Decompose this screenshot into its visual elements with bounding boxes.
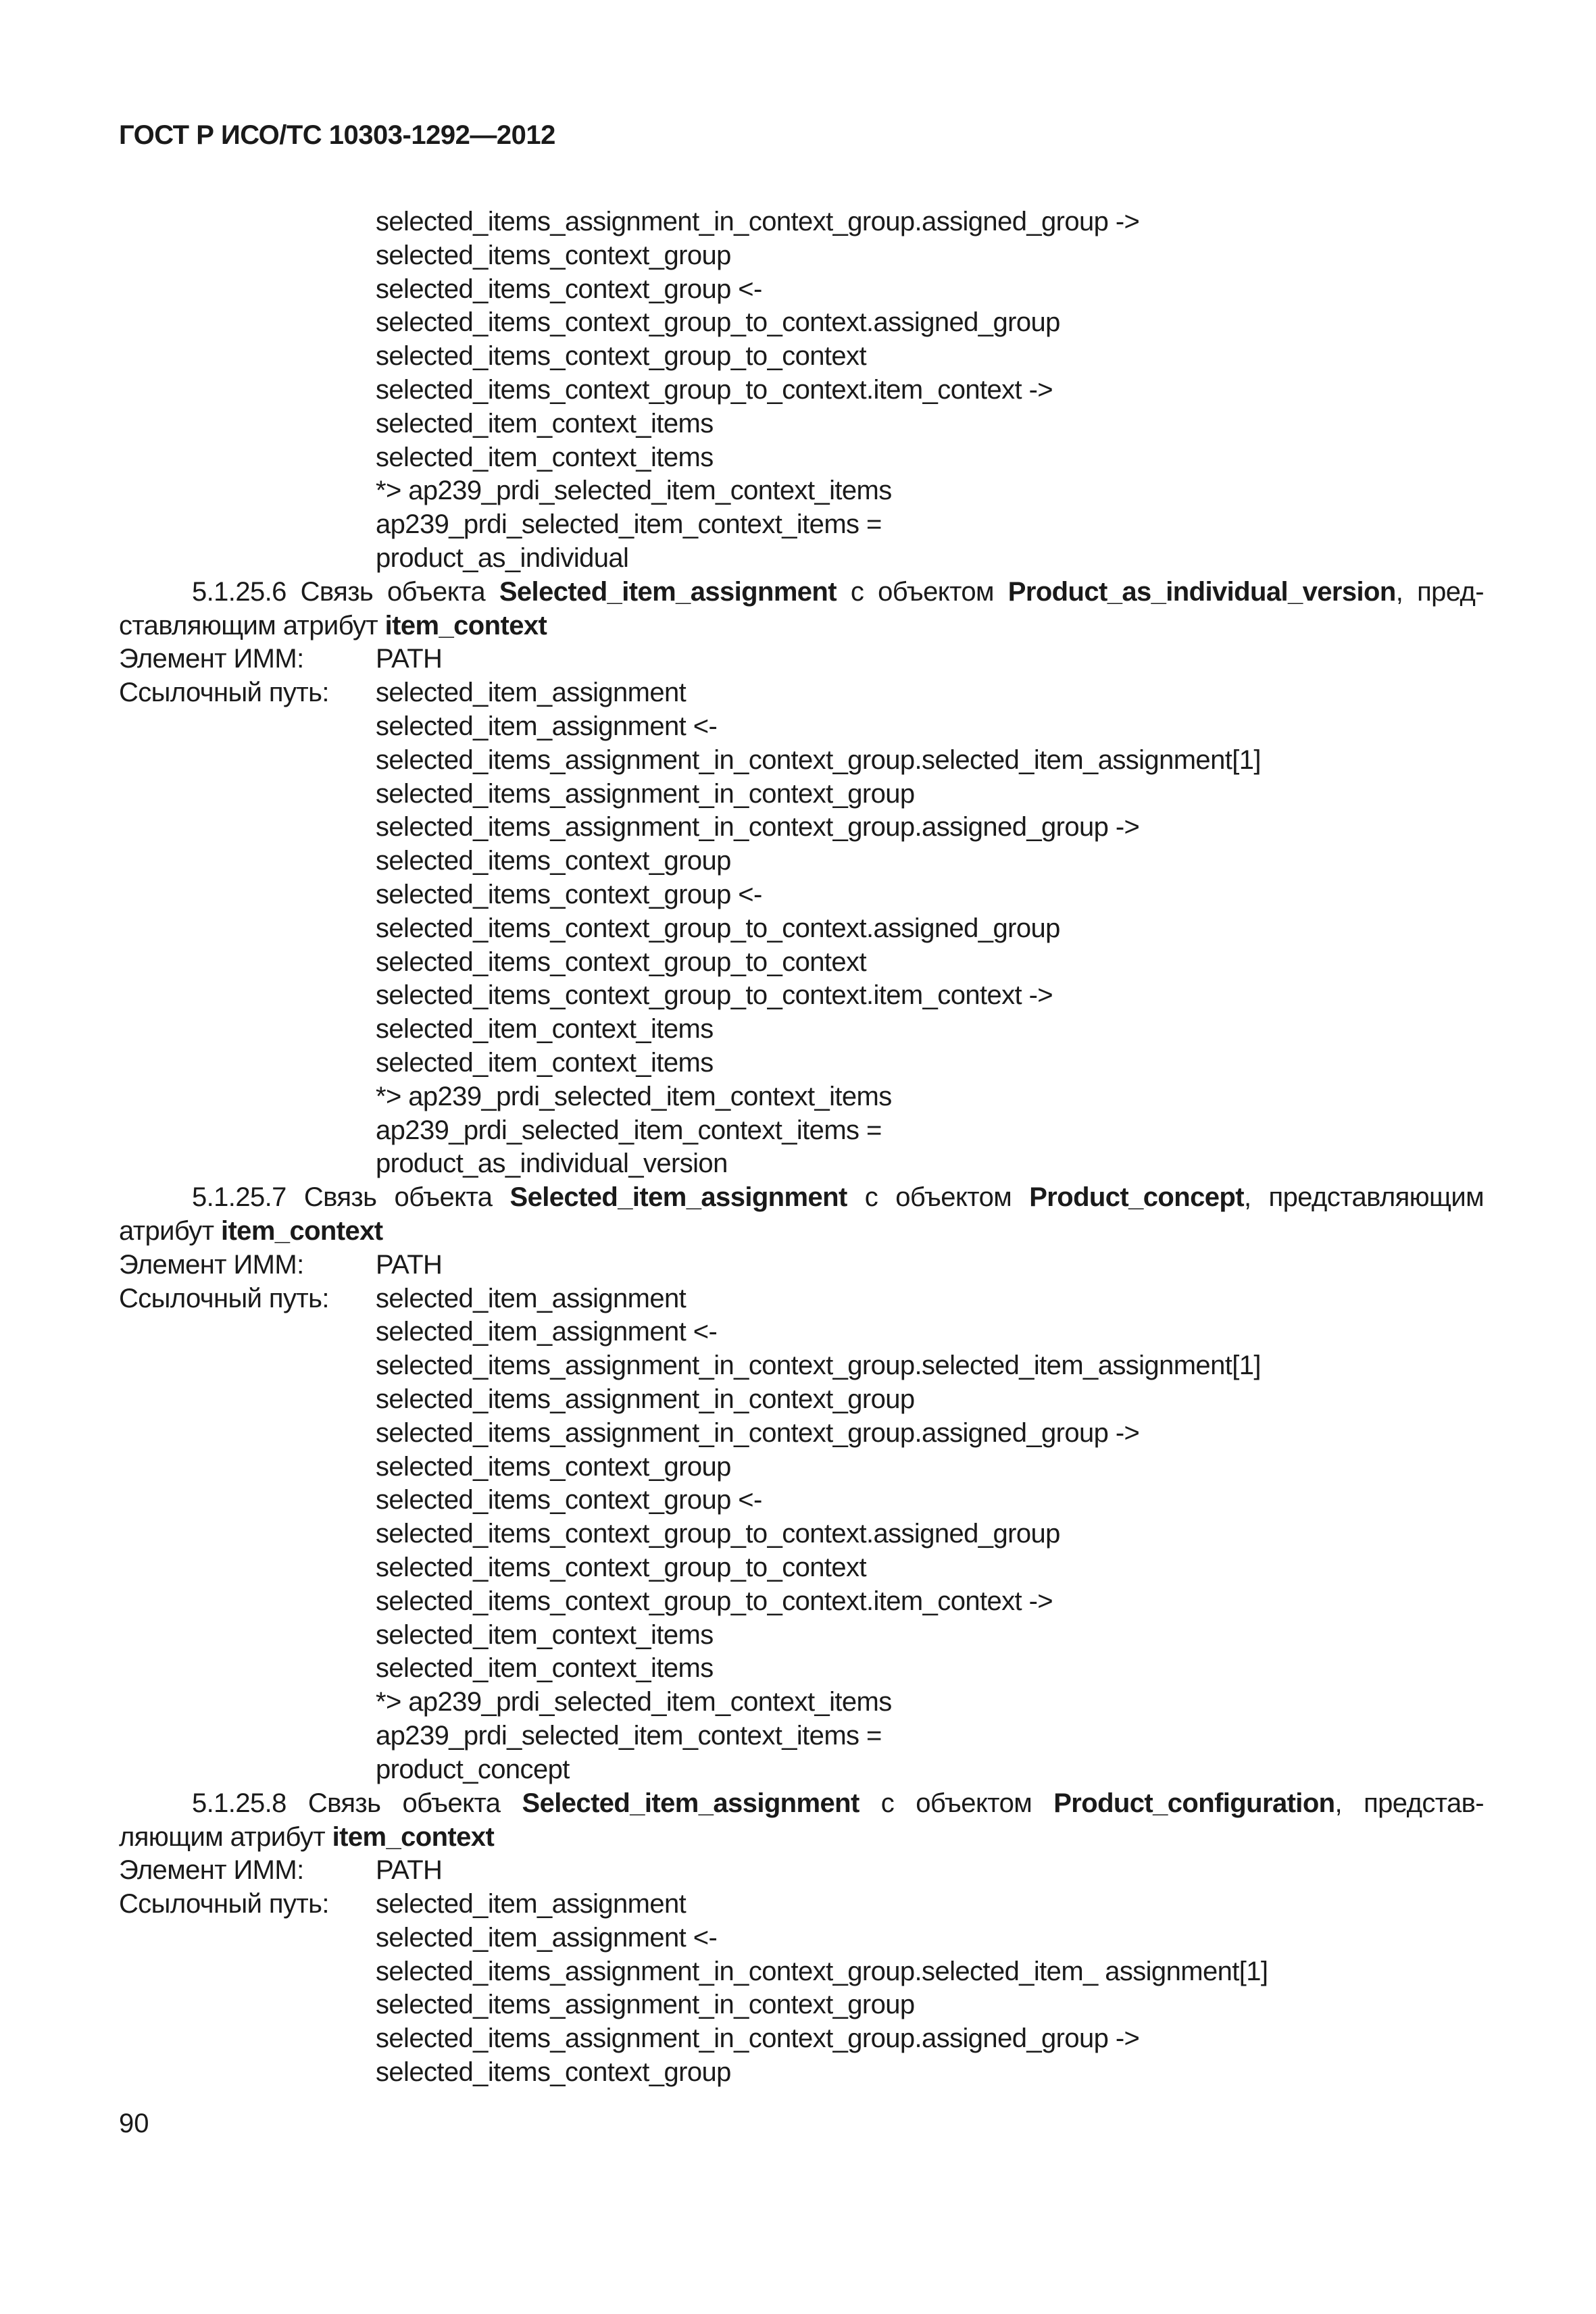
element-value: PATH xyxy=(376,1855,443,1885)
reference-path-line: product_as_individual xyxy=(376,543,629,573)
reference-path-line: ap239_prdi_selected_item_context_items = xyxy=(376,1721,882,1751)
element-label: Элемент ИММ: xyxy=(119,1250,304,1280)
heading-text: атрибут xyxy=(119,1216,214,1246)
reference-path-line: *> ap239_prdi_selected_item_context_items xyxy=(376,476,892,505)
reference-path-line: ap239_prdi_selected_item_context_items = xyxy=(376,509,882,539)
reference-path-line: selected_item_context_items xyxy=(376,1620,714,1650)
reference-path-line: selected_items_context_group <- xyxy=(376,274,762,304)
reference-path-line: selected_items_context_group xyxy=(376,1452,731,1482)
reference-path-line: *> ap239_prdi_selected_item_context_items xyxy=(376,1687,892,1717)
reference-path-line: selected_items_assignment_in_context_group.assigned_group -> xyxy=(376,207,1140,236)
reference-path-line: selected_items_assignment_in_context_group.selected_item_assignment[1] xyxy=(376,745,1261,775)
entity-name: Selected_item_assignment xyxy=(509,1182,847,1212)
reference-path-line: selected_items_context_group_to_context xyxy=(376,947,866,977)
document-header: ГОСТ Р ИСО/ТС 10303-1292—2012 xyxy=(119,120,555,150)
attribute-name: item_context xyxy=(384,611,547,640)
attribute-name: item_context xyxy=(332,1822,495,1852)
reference-path-line: selected_items_assignment_in_context_group.selected_item_assignment[1] xyxy=(376,1351,1261,1380)
reference-path-line: selected_item_assignment xyxy=(376,678,687,707)
section-heading-line xyxy=(119,609,1484,643)
reference-path-line: selected_items_assignment_in_context_group.assigned_group -> xyxy=(376,1418,1140,1448)
reference-path-line: selected_item_context_items xyxy=(376,443,714,472)
section-heading-line xyxy=(119,1786,1484,1820)
element-label: Элемент ИММ: xyxy=(119,644,304,674)
reference-path-line: selected_items_context_group_to_context.assigned_group xyxy=(376,913,1060,943)
reference-path-line: *> ap239_prdi_selected_item_context_items xyxy=(376,1082,892,1111)
entity-name: Product_as_individual_version xyxy=(1007,577,1396,607)
reference-path-line: selected_items_assignment_in_context_group xyxy=(376,779,915,809)
heading-text: с объектом xyxy=(850,577,994,607)
section-heading-paragraph xyxy=(119,575,1484,643)
reference-path-line: selected_item_context_items xyxy=(376,1048,714,1078)
heading-text: Связь объекта xyxy=(303,1182,493,1212)
heading-text: , представляющим xyxy=(1243,1182,1484,1212)
section-heading-line xyxy=(119,575,1484,609)
entity-name: Selected_item_assignment xyxy=(499,577,837,607)
reference-path-line: selected_items_context_group_to_context.assigned_group xyxy=(376,1519,1060,1549)
reference-path-label: Ссылочный путь: xyxy=(119,1284,329,1313)
heading-text: ляющим атрибут xyxy=(119,1822,326,1852)
section-heading-line xyxy=(119,1820,1484,1854)
heading-text: с объектом xyxy=(864,1182,1012,1212)
reference-path-line: selected_items_assignment_in_context_group xyxy=(376,1990,915,2019)
section-heading-paragraph xyxy=(119,1180,1484,1248)
reference-path-line: selected_items_assignment_in_context_group xyxy=(376,1384,915,1414)
heading-text: Связь объекта xyxy=(300,577,485,607)
reference-path-label: Ссылочный путь: xyxy=(119,678,329,707)
reference-path-line: selected_item_context_items xyxy=(376,1653,714,1683)
reference-path-line: selected_item_assignment <- xyxy=(376,1923,718,1953)
reference-path-line: selected_item_context_items xyxy=(376,1014,714,1044)
reference-path-line: selected_items_context_group <- xyxy=(376,1485,762,1515)
reference-path-line: ap239_prdi_selected_item_context_items = xyxy=(376,1115,882,1145)
element-value: PATH xyxy=(376,644,443,674)
section-number: 5.1.25.7 xyxy=(192,1182,286,1212)
reference-path-line: selected_items_context_group xyxy=(376,241,731,270)
reference-path-line: product_as_individual_version xyxy=(376,1149,728,1178)
entity-name: Product_concept xyxy=(1029,1182,1244,1212)
reference-path-line: selected_items_context_group <- xyxy=(376,880,762,909)
heading-text: ставляющим атрибут xyxy=(119,611,378,640)
reference-path-line: selected_items_assignment_in_context_group.assigned_group -> xyxy=(376,812,1140,842)
section-heading-paragraph xyxy=(119,1786,1484,1854)
reference-path-line: selected_items_context_group xyxy=(376,846,731,876)
heading-text: , представ- xyxy=(1335,1788,1485,1818)
element-value: PATH xyxy=(376,1250,443,1280)
reference-path-line: selected_item_context_items xyxy=(376,409,714,438)
reference-path-line: selected_items_context_group_to_context.item_context -> xyxy=(376,980,1053,1010)
page-number: 90 xyxy=(119,2109,149,2138)
reference-path-line: selected_item_assignment <- xyxy=(376,711,718,741)
reference-path-line: selected_items_context_group_to_context.item_context -> xyxy=(376,1586,1053,1616)
entity-name: Product_configuration xyxy=(1053,1788,1335,1818)
reference-path-line: selected_items_context_group_to_context xyxy=(376,1553,866,1582)
section-heading-line xyxy=(119,1214,1484,1248)
attribute-name: item_context xyxy=(220,1216,383,1246)
reference-path-line: selected_items_context_group_to_context.item_context -> xyxy=(376,375,1053,405)
entity-name: Selected_item_assignment xyxy=(522,1788,859,1818)
heading-text: Связь объекта xyxy=(307,1788,501,1818)
heading-text: с объектом xyxy=(880,1788,1032,1818)
reference-path-line: selected_item_assignment <- xyxy=(376,1317,718,1347)
reference-path-line: selected_item_assignment xyxy=(376,1284,687,1313)
reference-path-label: Ссылочный путь: xyxy=(119,1889,329,1919)
reference-path-line: selected_items_assignment_in_context_group.selected_item_ assignment[1] xyxy=(376,1957,1268,1986)
reference-path-line: selected_item_assignment xyxy=(376,1889,687,1919)
section-heading-line xyxy=(119,1180,1484,1214)
element-label: Элемент ИММ: xyxy=(119,1855,304,1885)
section-number: 5.1.25.6 xyxy=(192,577,286,607)
reference-path-line: product_concept xyxy=(376,1755,570,1784)
reference-path-line: selected_items_context_group_to_context xyxy=(376,341,866,371)
heading-text: , пред- xyxy=(1395,577,1485,607)
section-number: 5.1.25.8 xyxy=(192,1788,286,1818)
reference-path-line: selected_items_assignment_in_context_group.assigned_group -> xyxy=(376,2023,1140,2053)
reference-path-line: selected_items_context_group_to_context.assigned_group xyxy=(376,307,1060,337)
reference-path-line: selected_items_context_group xyxy=(376,2057,731,2087)
